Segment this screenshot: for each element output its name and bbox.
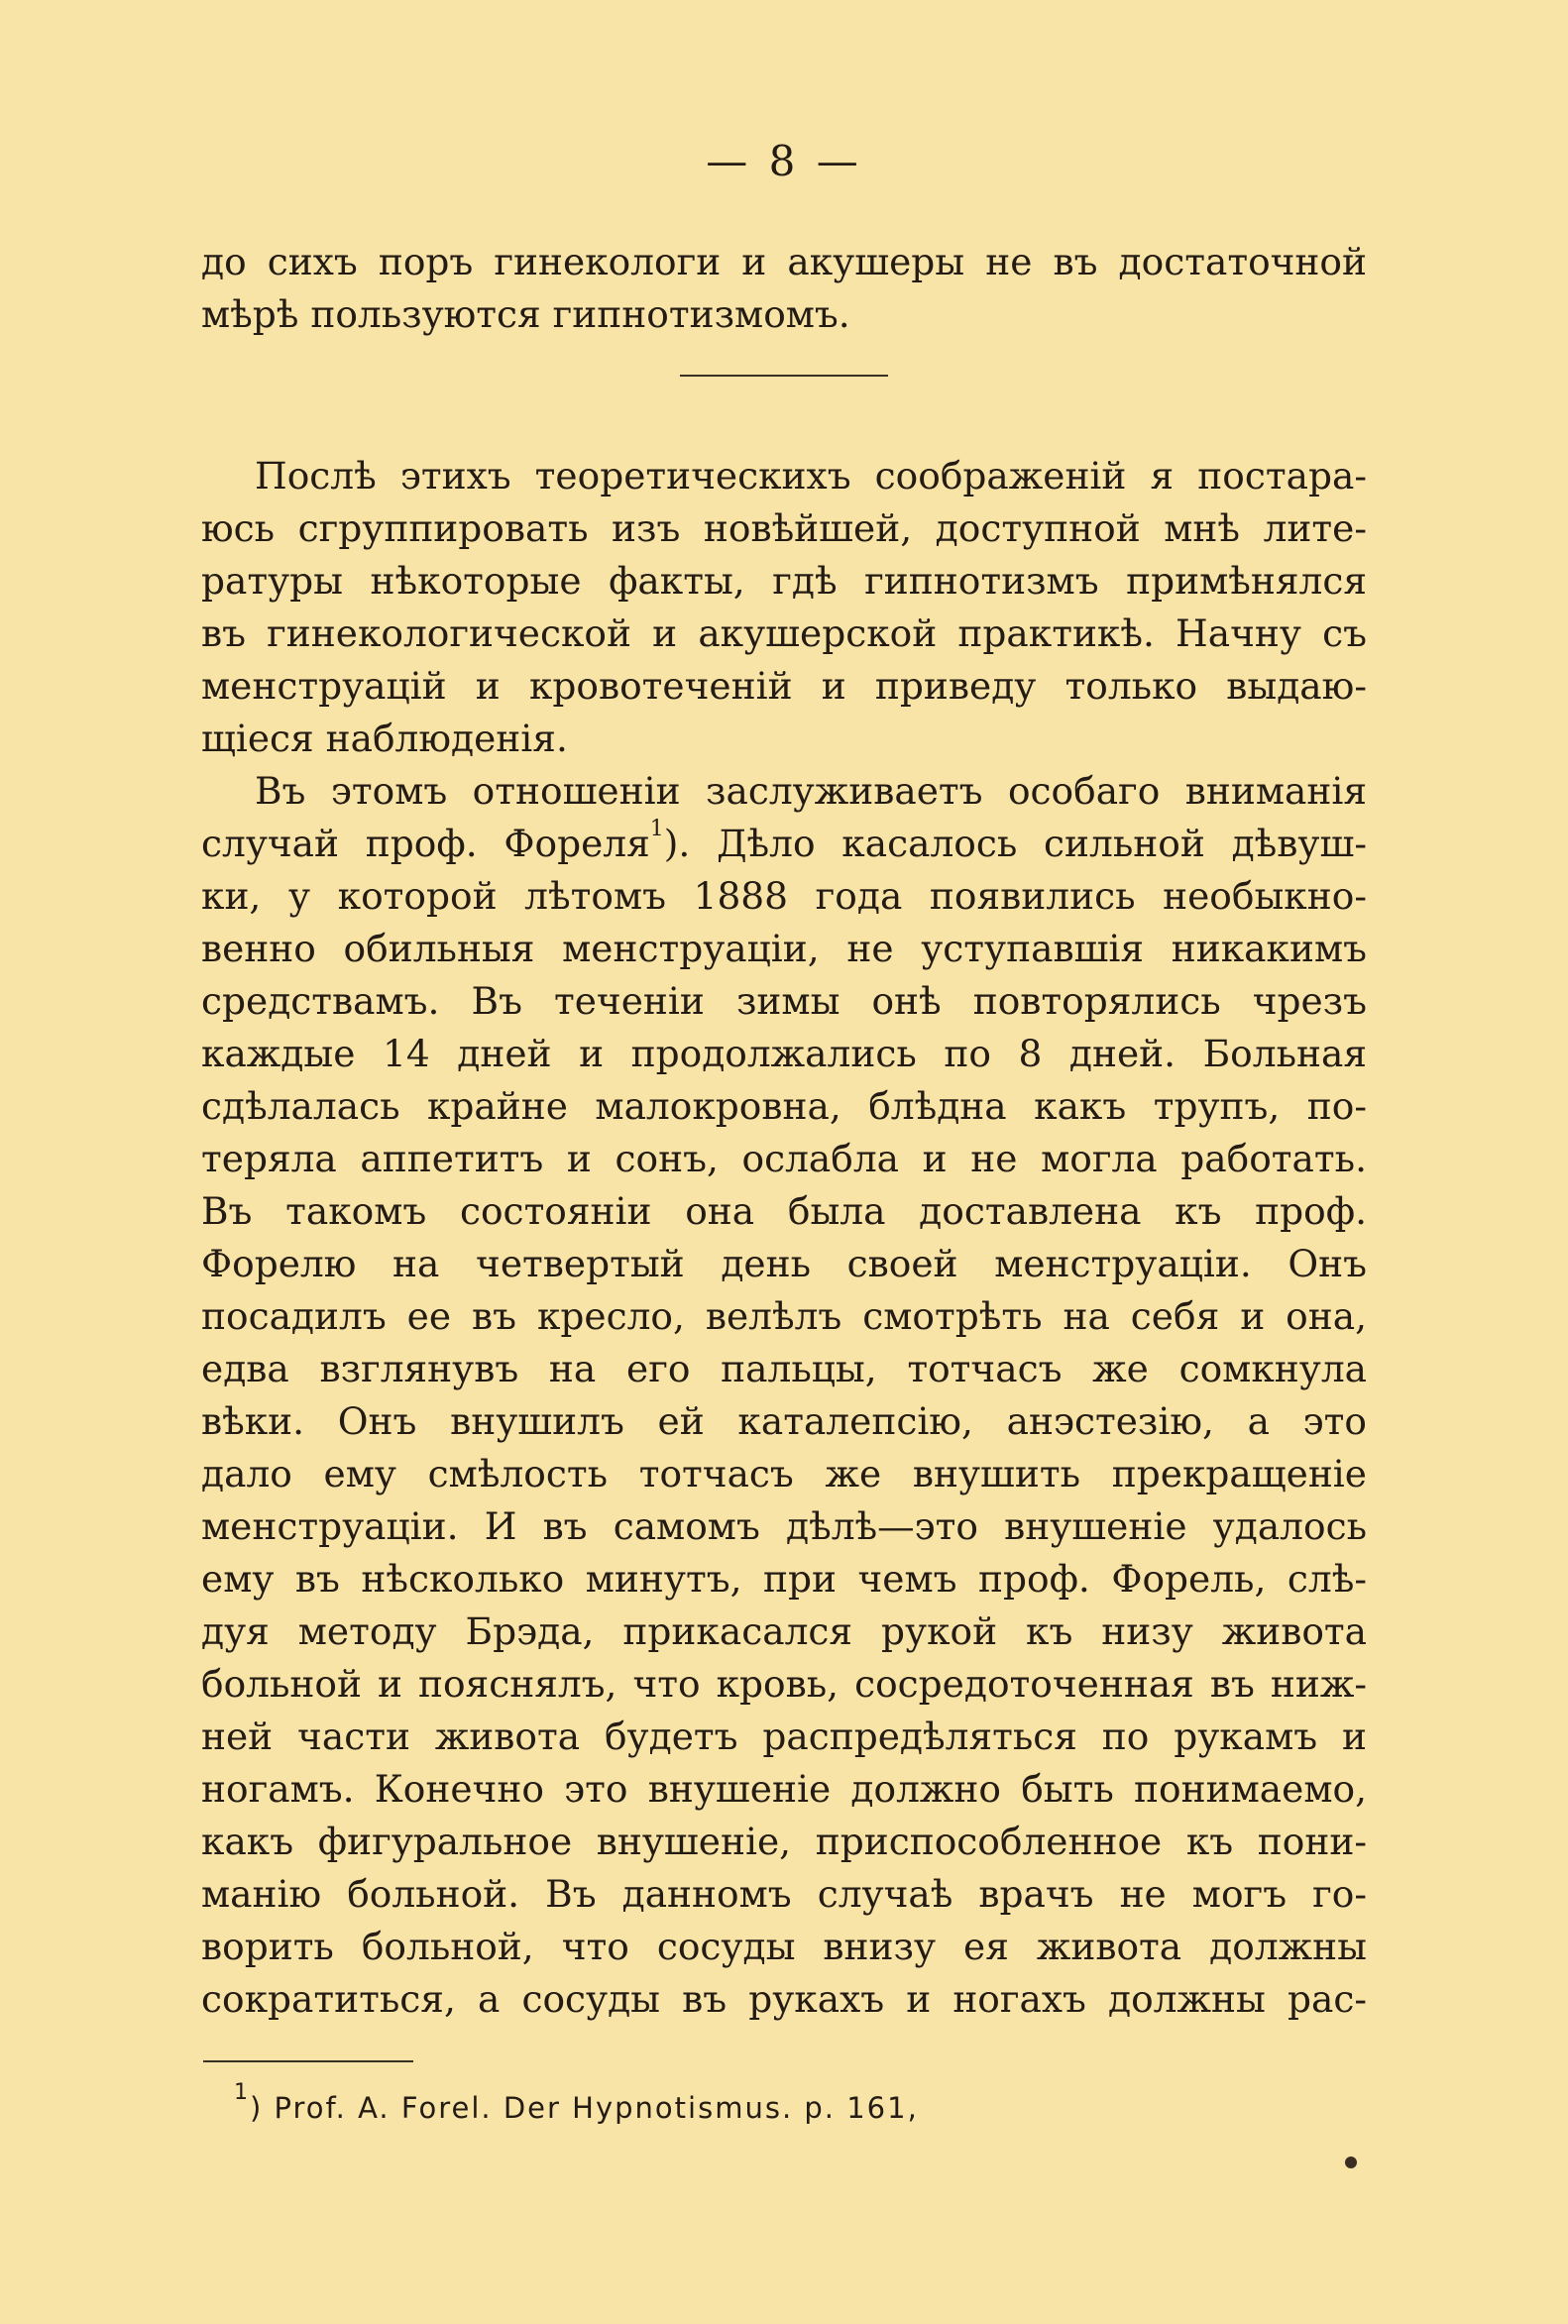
page-number: — 8 — — [706, 137, 862, 185]
footnote-divider — [203, 2060, 413, 2062]
footnote-marker: 1 — [234, 2080, 250, 2106]
text-line: сократиться, а сосуды въ рукахъ и ногахъ должны рас- — [201, 1977, 1367, 2021]
text-line: ему въ нѣсколько минутъ, при чемъ проф. Форель, слѣ- — [201, 1557, 1367, 1601]
text-line: юсь сгруппировать изъ новѣйшей, доступной мнѣ лите- — [201, 506, 1367, 550]
footnote-text: ) Prof. A. Forel. Der Hypnotismus. p. 161, — [250, 2091, 919, 2125]
text-line: ворить больной, что сосуды внизу ея живота должны — [201, 1925, 1367, 1968]
text-line-with-footnote — [201, 818, 1367, 869]
section-divider — [680, 375, 888, 377]
text-line: ней части живота будетъ распредѣляться по рукамъ и — [201, 1715, 1367, 1758]
text-line: ратуры нѣкоторые факты, гдѣ гипнотизмъ примѣнялся — [201, 559, 1367, 603]
text-line: вѣки. Онъ внушилъ ей каталепсію, анэстезію, а это — [201, 1399, 1367, 1443]
text-line: Форелю на четвертый день своей менструаціи. Онъ — [201, 1242, 1367, 1285]
text-line: каждые 14 дней и продолжались по 8 дней. Больная — [201, 1032, 1367, 1075]
text-line: Въ такомъ состояніи она была доставлена къ проф. — [201, 1189, 1367, 1233]
text-line: дало ему смѣлость тотчасъ же внушить прекращеніе — [201, 1452, 1367, 1495]
text-line: Послѣ этихъ теоретическихъ соображеній я постара- — [255, 454, 1367, 498]
text-line: едва взглянувъ на его пальцы, тотчасъ же сомкнула — [201, 1347, 1367, 1390]
text-line: менструацій и кровотеченій и приведу только выдаю- — [201, 664, 1367, 708]
footnote-ref[interactable]: 1 — [649, 816, 664, 841]
text-line: щіеся наблюденія. — [201, 717, 568, 760]
text-line: теряла аппетитъ и сонъ, ослабла и не могла работать. — [201, 1137, 1367, 1180]
text-line: ногамъ. Конечно это внушеніе должно быть понимаемо, — [201, 1767, 1367, 1811]
text-line: посадилъ ее въ кресло, велѣлъ смотрѣть на себя и она, — [201, 1294, 1367, 1338]
text-line: больной и пояснялъ, что кровь, сосредоточенная въ ниж- — [201, 1662, 1367, 1706]
text-line: манію больной. Въ данномъ случаѣ врачъ не могъ го- — [201, 1872, 1367, 1916]
text-line: ки, у которой лѣтомъ 1888 года появились необыкно- — [201, 874, 1367, 918]
text-line: мѣрѣ пользуются гипнотизмомъ. — [201, 292, 850, 336]
text-segment: случай проф. Фореля — [201, 822, 650, 865]
text-line: въ гинекологической и акушерской практикѣ. Начну съ — [201, 611, 1367, 655]
text-line: сдѣлалась крайне малокровна, блѣдна какъ трупъ, по- — [201, 1084, 1367, 1128]
text-line: Въ этомъ отношеніи заслуживаетъ особаго вниманія — [255, 769, 1367, 813]
text-line: до сихъ поръ гинекологи и акушеры не въ достаточной — [201, 240, 1367, 283]
text-line: средствамъ. Въ теченіи зимы онѣ повторялись чрезъ — [201, 979, 1367, 1023]
text-line: какъ фигуральное внушеніе, приспособленное къ пони- — [201, 1820, 1367, 1863]
text-line: дуя методу Брэда, прикасался рукой къ низу живота — [201, 1609, 1367, 1653]
text-segment: ). Дѣло касалось сильной дѣвуш- — [663, 822, 1367, 865]
footnote — [234, 2080, 919, 2125]
text-line: менструаціи. И въ самомъ дѣлѣ—это внушеніе удалось — [201, 1504, 1367, 1548]
ink-spot — [1345, 2157, 1357, 2168]
text-line: венно обильныя менструаціи, не уступавшія никакимъ — [201, 927, 1367, 970]
